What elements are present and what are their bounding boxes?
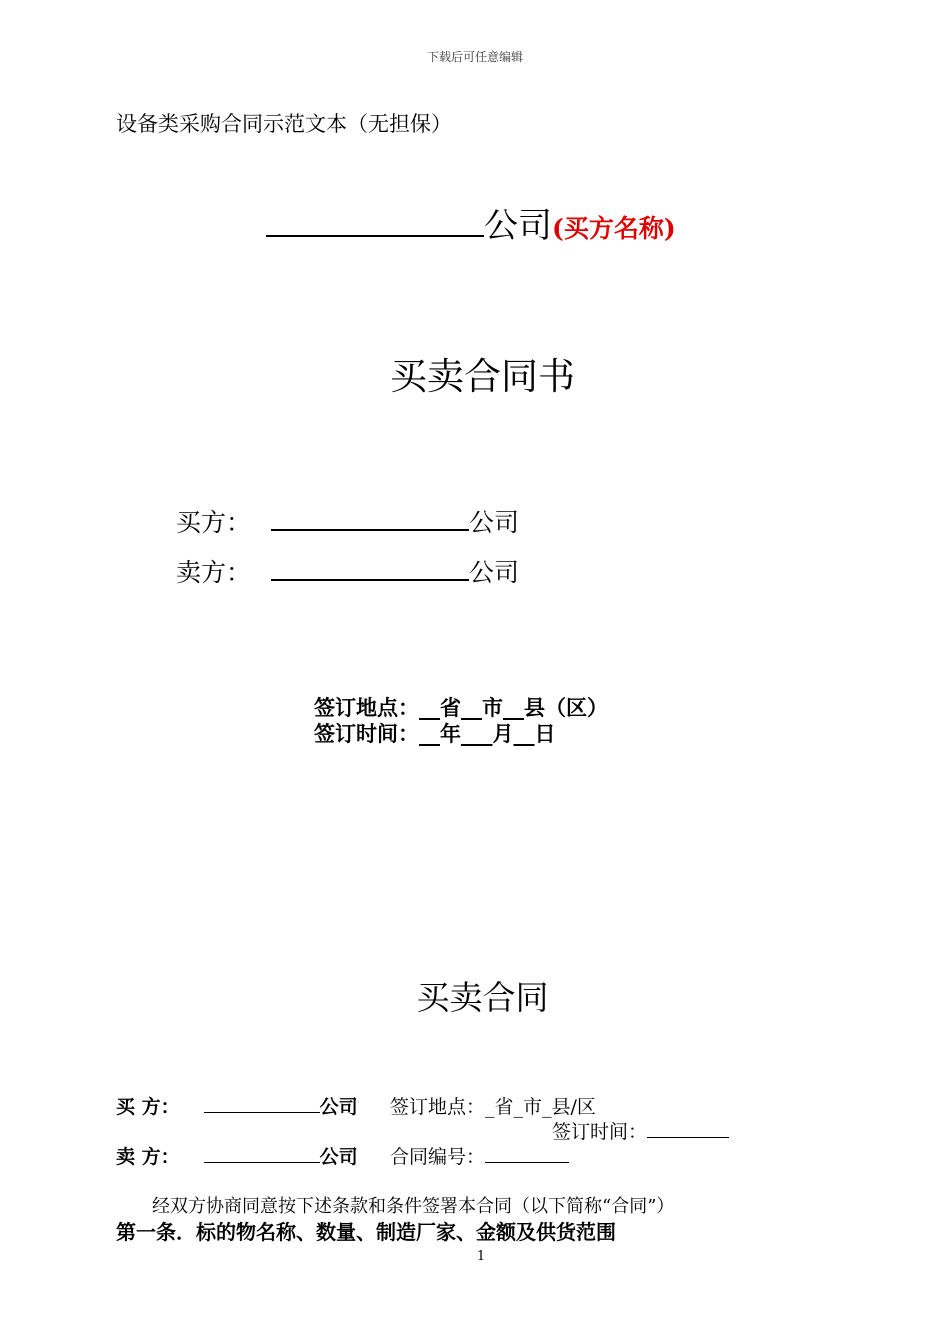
- page-number: 1: [476, 1249, 486, 1264]
- cover-sign-place-label: 签订地点：: [314, 696, 419, 720]
- contract-buyer-label: 买 方：: [116, 1096, 180, 1118]
- contract-seller-blank: [204, 1144, 320, 1163]
- buyer-name-note: (买方名称): [552, 214, 676, 243]
- cover-sign-place-value: __省__市__县（区）: [419, 696, 608, 720]
- contract-sign-time-row: [552, 1117, 729, 1144]
- contract-intro: 经双方协商同意按下述条款和条件签署本合同（以下简称“合同”）: [152, 1196, 675, 1217]
- contract-buyer-company: 公司: [319, 1096, 358, 1118]
- document-subtitle: 设备类采购合同示范文本（无担保）: [116, 112, 452, 136]
- contract-number-blank: [485, 1144, 569, 1163]
- contract-seller-row: [116, 1142, 358, 1169]
- page-header: 下载后可任意编辑: [426, 50, 523, 64]
- cover-buyer-row: [176, 503, 519, 539]
- cover-sign-time-value: __年___月__日: [419, 722, 556, 746]
- contract-title: 买卖合同: [416, 978, 549, 1017]
- contract-sign-time-blank: [647, 1119, 729, 1138]
- company-suffix: 公司: [484, 206, 552, 246]
- contract-seller-label: 卖 方：: [116, 1146, 180, 1168]
- cover-sign-time: [314, 718, 556, 748]
- cover-seller-blank: [271, 555, 469, 581]
- contract-number-label: 合同编号：: [390, 1146, 486, 1168]
- cover-seller-company: 公司: [469, 558, 520, 587]
- contract-number-row: [390, 1142, 569, 1169]
- contract-buyer-blank: [204, 1094, 320, 1113]
- contract-sign-time-label: 签订时间：: [552, 1121, 648, 1143]
- article-1-heading: 第一条．标的物名称、数量、制造厂家、金额及供货范围: [116, 1220, 616, 1244]
- cover-buyer-blank: [271, 505, 469, 531]
- buyer-company-line: [266, 198, 676, 247]
- buyer-name-blank: [266, 199, 484, 237]
- cover-buyer-company: 公司: [469, 508, 520, 537]
- contract-seller-company: 公司: [319, 1146, 358, 1168]
- cover-buyer-label: 买方：: [176, 508, 252, 537]
- contract-sign-place: 签订地点：_省_市_县/区: [390, 1096, 596, 1118]
- contract-buyer-row: [116, 1092, 358, 1119]
- cover-title: 买卖合同书: [390, 355, 575, 398]
- cover-sign-time-label: 签订时间：: [314, 722, 419, 746]
- cover-seller-row: [176, 553, 519, 589]
- cover-seller-label: 卖方：: [176, 558, 252, 587]
